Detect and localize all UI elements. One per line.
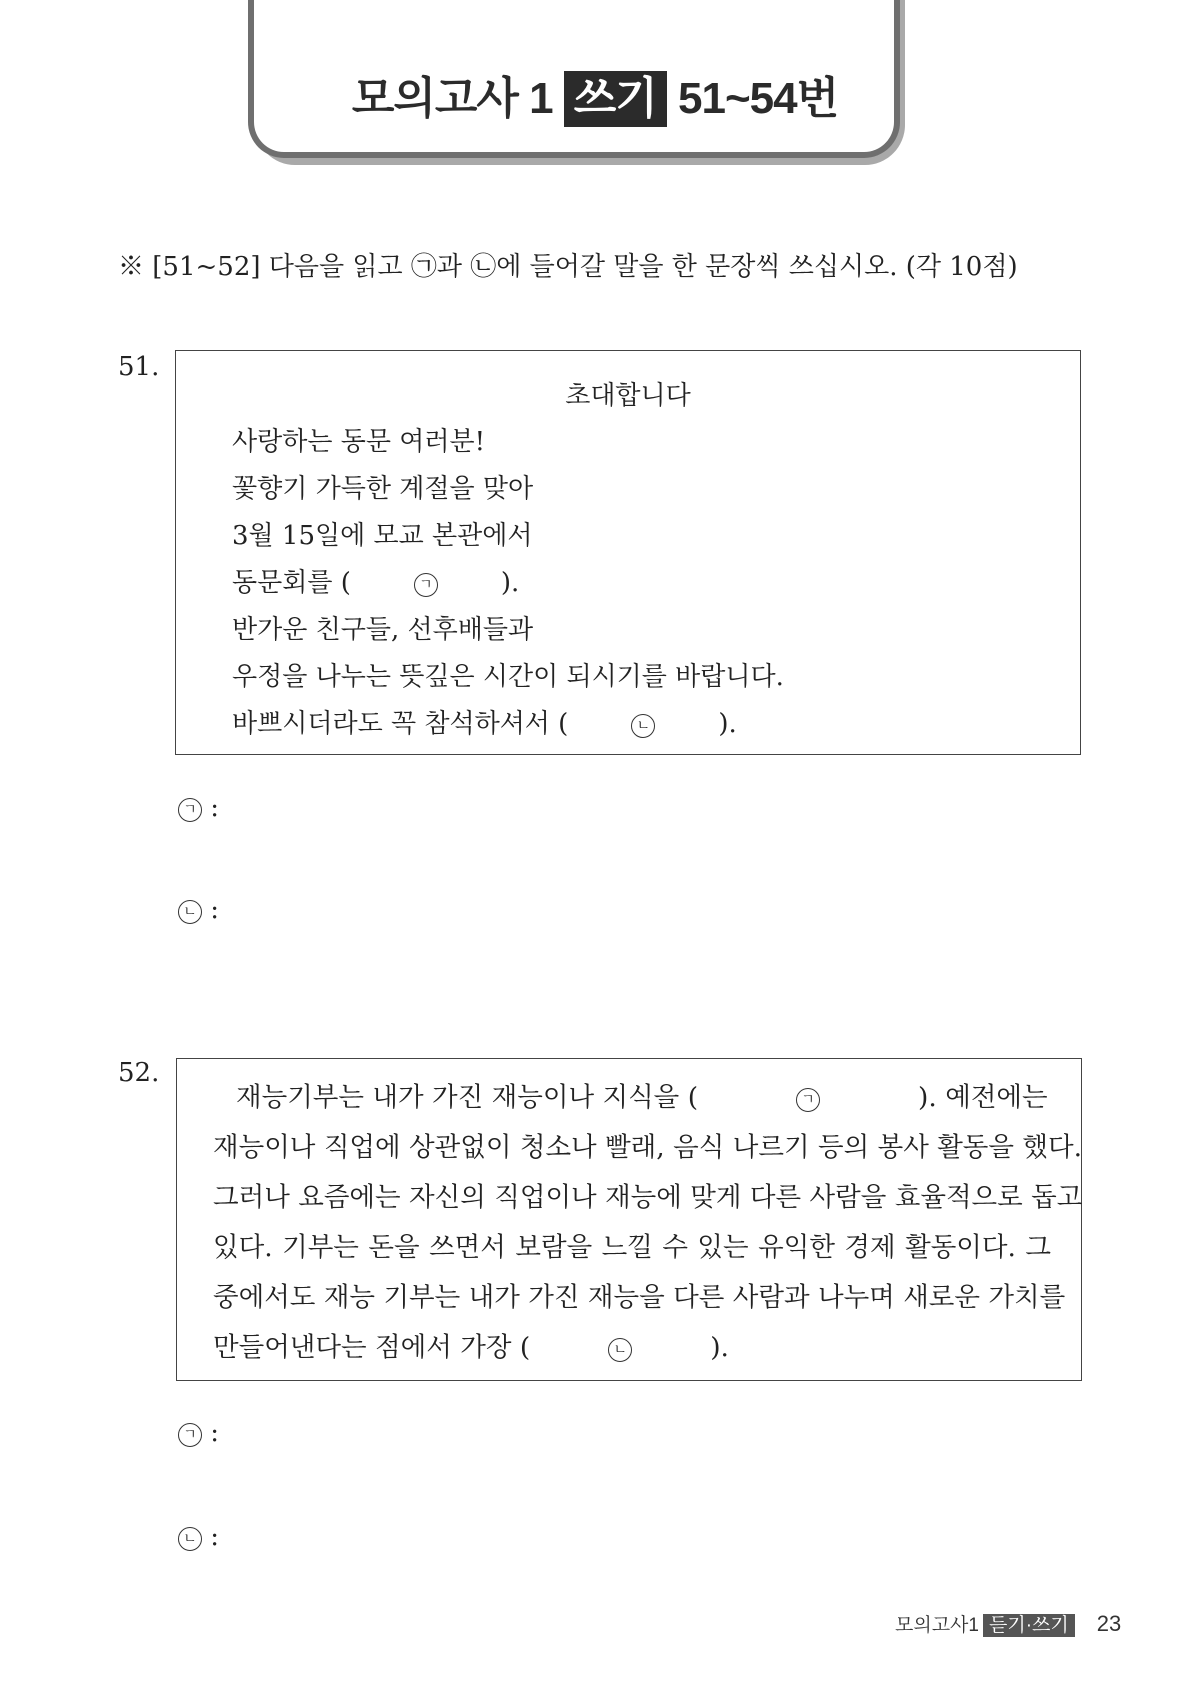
q51-line-6: 우정을 나누는 뜻깊은 시간이 되시기를 바랍니다. xyxy=(232,662,784,692)
q52-line-3: 그러나 요즘에는 자신의 직업이나 재능에 맞게 다른 사람을 효율적으로 돕고 xyxy=(213,1182,1083,1213)
title-prefix: 모의고사 1 xyxy=(351,74,553,123)
marker-a-icon: ㄱ xyxy=(414,573,438,597)
q51-line-5: 반가운 친구들, 선후배들과 xyxy=(232,615,534,645)
page-title xyxy=(0,62,1190,127)
answer-marker-b-icon: ㄴ xyxy=(178,900,202,924)
marker-b-icon: ㄴ xyxy=(608,1338,632,1362)
q52-line-2: 재능이나 직업에 상관없이 청소나 빨래, 음식 나르기 등의 봉사 활동을 했다. xyxy=(213,1132,1083,1163)
title-suffix: 51~54번 xyxy=(678,74,839,123)
answer-marker-b-icon: ㄴ xyxy=(178,1527,202,1551)
blank-a xyxy=(351,568,501,598)
q52-line-1 xyxy=(213,1073,1051,1123)
q51-line-4-close: ). xyxy=(500,568,520,598)
marker-a-icon: ㄱ xyxy=(796,1088,820,1112)
q51-line-4 xyxy=(232,562,519,599)
blank-a xyxy=(698,1073,918,1123)
question-51-box xyxy=(175,350,1081,755)
answer-colon: : xyxy=(210,1418,220,1448)
q52-answer-b xyxy=(178,1522,219,1552)
title-highlight: 쓰기 xyxy=(564,71,667,127)
q51-answer-b xyxy=(178,895,219,925)
q52-line-5: 중에서도 재능 기부는 내가 가진 재능을 다른 사람과 나누며 새로운 가치를 xyxy=(213,1282,1066,1313)
marker-b-icon: ㄴ xyxy=(631,714,655,738)
question-52-box xyxy=(176,1058,1082,1381)
instruction: ※ [51~52] 다음을 읽고 ㉠과 ㉡에 들어갈 말을 한 문장씩 쓰십시오. (각 10점) xyxy=(118,252,1018,282)
answer-marker-a-icon: ㄱ xyxy=(178,798,202,822)
invitation-title: 초대합니다 xyxy=(565,381,691,411)
q51-line-3: 3월 15일에 모교 본관에서 xyxy=(232,521,533,551)
q52-line-6-close: ). xyxy=(710,1332,729,1363)
q51-line-4-text: 동문회를 ( xyxy=(232,568,351,598)
q52-paragraph xyxy=(213,1073,1083,1373)
q51-line-7-close: ). xyxy=(718,709,737,739)
page-number: 23 xyxy=(1096,1611,1122,1636)
question-number-51: 51. xyxy=(118,352,160,382)
q51-line-7 xyxy=(232,703,737,740)
answer-marker-a-icon: ㄱ xyxy=(178,1423,202,1447)
answer-colon: : xyxy=(210,793,220,823)
blank-b xyxy=(568,709,718,739)
q52-line-6-text: 만들어낸다는 점에서 가장 ( xyxy=(213,1332,531,1363)
blank-b xyxy=(530,1323,710,1373)
q52-line-1-text: 재능기부는 내가 가진 재능이나 지식을 ( xyxy=(236,1082,699,1113)
q51-answer-a xyxy=(178,793,219,823)
q52-line-6 xyxy=(213,1323,1051,1373)
answer-colon: : xyxy=(210,895,220,925)
q51-line-1: 사랑하는 동문 여러분! xyxy=(232,427,486,457)
footer-prefix: 모의고사1 xyxy=(895,1615,979,1636)
footer-highlight: 듣기·쓰기 xyxy=(983,1614,1075,1637)
page-footer xyxy=(895,1610,1121,1637)
q51-line-7-text: 바쁘시더라도 꼭 참석하셔서 ( xyxy=(232,709,569,739)
q52-answer-a xyxy=(178,1418,219,1448)
answer-colon: : xyxy=(210,1522,220,1552)
q51-line-2: 꽃향기 가득한 계절을 맞아 xyxy=(232,474,534,504)
q52-line-1-suffix: ). 예전에는 xyxy=(918,1082,1048,1113)
q52-line-4: 있다. 기부는 돈을 쓰면서 보람을 느낄 수 있는 유익한 경제 활동이다. 그 xyxy=(213,1232,1051,1263)
question-number-52: 52. xyxy=(118,1058,160,1088)
